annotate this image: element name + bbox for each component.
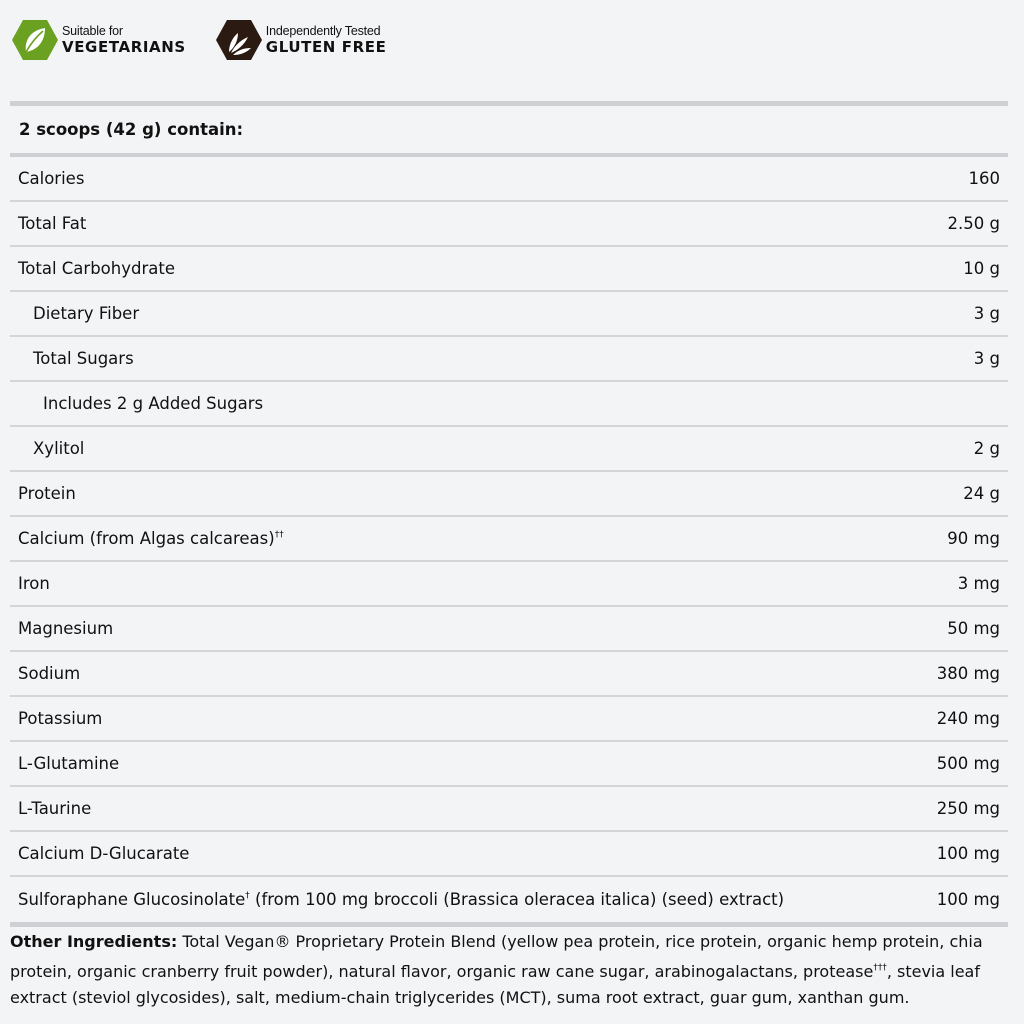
nutrient-amount: 24 g — [963, 484, 1000, 503]
nutrient-row — [10, 607, 1008, 652]
nutrient-name: Protein — [18, 484, 76, 503]
nutrient-row — [10, 652, 1008, 697]
nutrient-name: Calories — [18, 169, 85, 188]
nutrient-amount: 2.50 g — [947, 214, 1000, 233]
nutrient-amount: 3 g — [973, 349, 1000, 368]
nutrient-name: Sodium — [18, 664, 81, 683]
nutrient-row — [10, 832, 1008, 877]
nutrient-label — [10, 394, 263, 413]
badge-big-text: GLUTEN FREE — [265, 38, 387, 57]
nutrient-label — [10, 574, 50, 593]
nutrient-amount: 240 mg — [936, 709, 1000, 728]
nutrient-label — [10, 754, 119, 773]
nutrient-amount: 500 mg — [936, 754, 1000, 773]
nutrient-row — [10, 427, 1008, 472]
footnote-marker: †† — [274, 530, 284, 540]
nutrient-row — [10, 877, 1008, 922]
nutrient-name: L-Taurine — [18, 799, 92, 818]
nutrient-row — [10, 517, 1008, 562]
badge-small-text: Suitable for — [62, 23, 123, 38]
nutrient-row — [10, 787, 1008, 832]
nutrient-label — [10, 214, 86, 233]
nutrient-label — [10, 349, 134, 368]
nutrient-source: (from 100 mg broccoli (Brassica oleracea italica) (seed) extract) — [249, 890, 785, 909]
footnote-marker: ††† — [873, 963, 887, 973]
supplement-facts-table — [10, 101, 1008, 927]
nutrient-label — [10, 709, 102, 728]
other-ingredients-heading: Other Ingredients: — [10, 932, 178, 951]
nutrient-label — [10, 844, 189, 863]
nutrient-amount: 90 mg — [947, 529, 1000, 548]
nutrient-name: Includes 2 g Added Sugars — [43, 394, 264, 413]
nutrient-row — [10, 562, 1008, 607]
nutrient-amount: 2 g — [973, 439, 1000, 458]
leaf-icon — [12, 19, 58, 61]
nutrient-row — [10, 472, 1008, 517]
nutrient-label — [10, 304, 139, 323]
nutrient-amount: 10 g — [963, 259, 1000, 278]
other-ingredients — [10, 929, 1008, 1011]
nutrient-label — [10, 439, 84, 458]
serving-header: 2 scoops (42 g) contain: — [10, 106, 1008, 157]
nutrient-label — [10, 529, 284, 548]
badge-big-text: VEGETARIANS — [62, 38, 186, 57]
nutrient-name: Total Fat — [18, 214, 87, 233]
nutrient-row — [10, 742, 1008, 787]
nutrient-row — [10, 157, 1008, 202]
nutrient-row — [10, 337, 1008, 382]
nutrient-label — [10, 484, 76, 503]
nutrient-name: Xylitol — [33, 439, 85, 458]
other-ingredients-text-end: , stevia leaf extract (steviol glycosides), salt, medium-chain triglycerides (MCT), suma root extract, guar gum, xanthan gum. — [10, 962, 980, 1007]
footnote-marker: † — [245, 891, 250, 901]
nutrient-label — [10, 259, 175, 278]
nutrient-amount: 3 g — [973, 304, 1000, 323]
wheat-icon — [216, 19, 262, 61]
nutrient-name: Calcium D-Glucarate — [18, 844, 190, 863]
nutrient-amount: 250 mg — [936, 799, 1000, 818]
nutrient-amount: 100 mg — [936, 890, 1000, 909]
nutrient-name: Calcium (from Algas calcareas) — [18, 529, 275, 548]
vegetarian-badge — [12, 19, 186, 61]
nutrient-row — [10, 382, 1008, 427]
nutrient-amount: 3 mg — [957, 574, 1000, 593]
nutrient-row — [10, 247, 1008, 292]
nutrient-name: Dietary Fiber — [33, 304, 140, 323]
bottom-divider — [10, 922, 1008, 927]
badge-small-text: Independently Tested — [265, 23, 381, 38]
gluten-free-badge — [216, 19, 387, 61]
nutrient-label — [10, 169, 84, 188]
nutrient-name: Total Sugars — [33, 349, 134, 368]
other-ingredients-text: Total Vegan® Proprietary Protein Blend (yellow pea protein, rice protein, organic hemp protein, chia protein, organic cranberry fruit powder), natural flavor, organic raw cane sugar, arabinogalactans, protease — [10, 932, 983, 981]
nutrient-label — [10, 664, 80, 683]
nutrient-label — [10, 799, 91, 818]
nutrient-row — [10, 292, 1008, 337]
nutrient-row — [10, 202, 1008, 247]
nutrient-name: L-Glutamine — [18, 754, 120, 773]
nutrient-amount: 380 mg — [936, 664, 1000, 683]
nutrient-amount: 100 mg — [936, 844, 1000, 863]
nutrient-amount: 50 mg — [947, 619, 1000, 638]
nutrient-name: Magnesium — [18, 619, 114, 638]
nutrient-name: Potassium — [18, 709, 103, 728]
nutrient-amount: 160 — [968, 169, 1000, 188]
nutrient-rows — [10, 157, 1008, 922]
nutrient-label — [10, 619, 113, 638]
nutrient-name: Iron — [18, 574, 50, 593]
nutrient-name: Sulforaphane Glucosinolate — [18, 890, 246, 909]
nutrient-row — [10, 697, 1008, 742]
certification-badges — [12, 14, 416, 66]
nutrient-name: Total Carbohydrate — [18, 259, 175, 278]
nutrient-label — [10, 890, 784, 909]
